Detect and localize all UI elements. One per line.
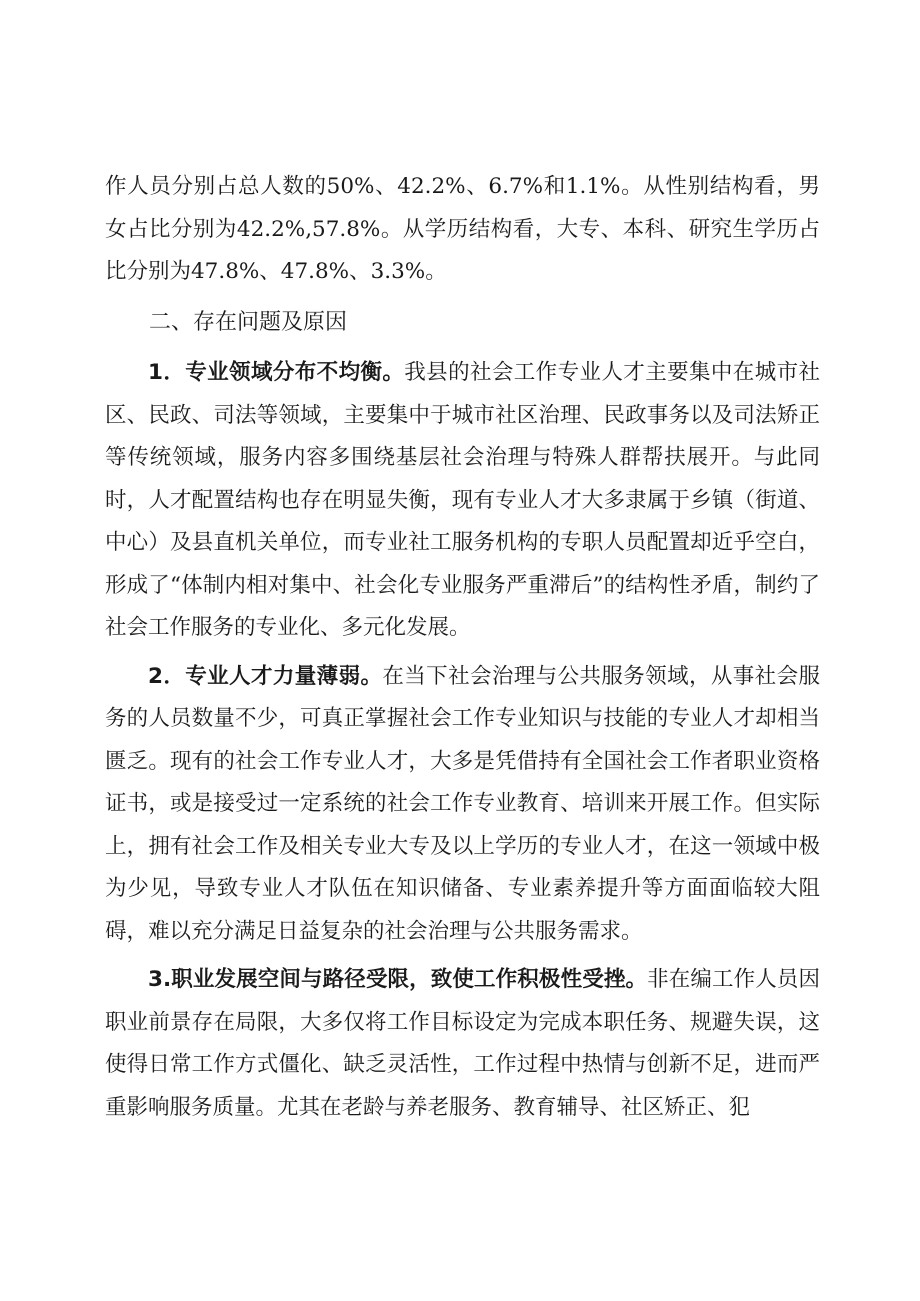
item-paragraph-2 bbox=[105, 656, 820, 954]
item-paragraph-1 bbox=[105, 352, 820, 650]
item-lead-1: 1．专业领域分布不均衡。 bbox=[148, 360, 405, 385]
continuation-paragraph: 作人员分别占总人数的50%、42.2%、6.7%和1.1%。从性别结构看，男女占比分别为42.2%,57.8%。从学历结构看，大专、本科、研究生学历占比分别为47.8%、47.8%、3.3%。 bbox=[105, 174, 820, 284]
item-body-1: 我县的社会工作专业人才主要集中在城市社区、民政、司法等领域，主要集中于城市社区治理、民政事务以及司法矫正等传统领域，服务内容多围绕基层社会治理与特殊人群帮扶展开。与此同时，人才配置结构也存在明显失衡，现有专业人才大多隶属于乡镇（街道、中心）及县直机关单位，而专业社工服务机构的专职人员配置却近乎空白，形成了“体制内相对集中、社会化专业服务严重滞后”的结构性矛盾，制约了社会工作服务的专业化、多元化发展。 bbox=[105, 360, 820, 640]
section-heading: 二、存在问题及原因 bbox=[149, 309, 348, 335]
item-paragraph-3 bbox=[105, 959, 820, 1129]
document-body bbox=[105, 166, 820, 1129]
item-body-3: 非在编工作人员因职业前景存在局限，大多仅将工作目标设定为完成本职任务、规避失误，这使得日常工作方式僵化、缺乏灵活性，工作过程中热情与创新不足，进而严重影响服务质量。尤其在老龄与养老服务、教育辅导、社区矫正、犯 bbox=[105, 967, 820, 1120]
item-lead-2: 2．专业人才力量薄弱。 bbox=[148, 663, 383, 689]
item-lead-3: 3.职业发展空间与路径受限，致使工作积极性受挫。 bbox=[148, 967, 648, 992]
item-body-2: 在当下社会治理与公共服务领域，从事社会服务的人员数量不少，可真正掌握社会工作专业知识与技能的专业人才却相当匮乏。现有的社会工作专业人才，大多是凭借持有全国社会工作者职业资格证书，或是接受过一定系统的社会工作专业教育、培训来开展工作。但实际上，拥有社会工作及相关专业大专及以上学历的专业人才，在这一领域中极为少见，导致专业人才队伍在知识储备、专业素养提升等方面面临较大阻碍，难以充分满足日益复杂的社会治理与公共服务需求。 bbox=[105, 663, 820, 944]
